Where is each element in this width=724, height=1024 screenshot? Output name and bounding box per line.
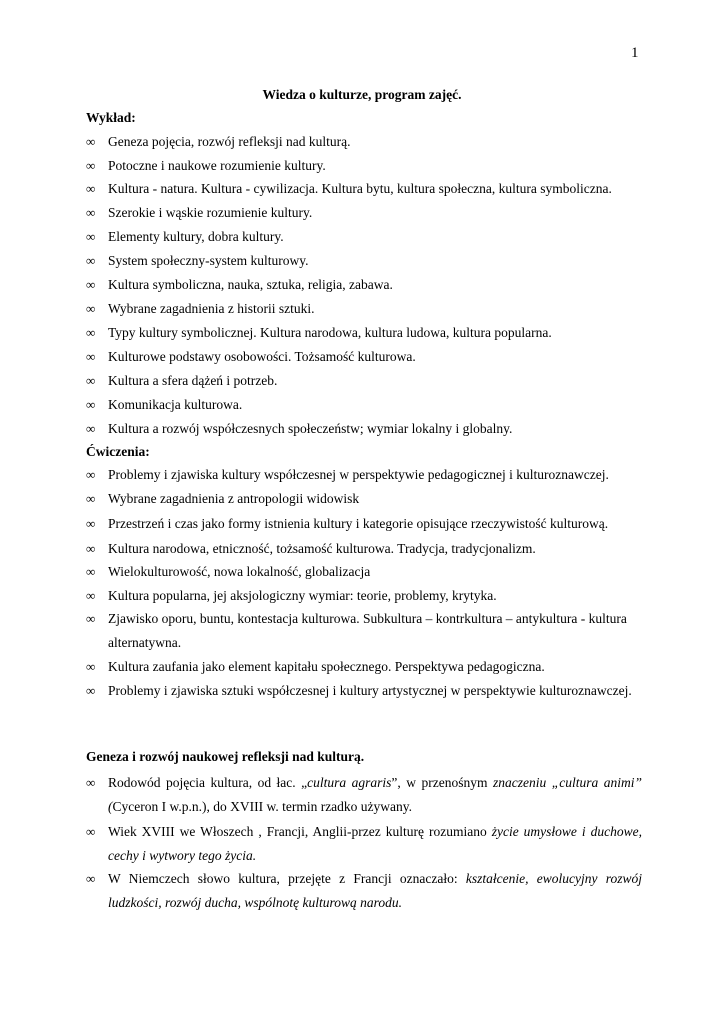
- list-item: ∞ Potoczne i naukowe rozumienie kultury.: [86, 154, 642, 178]
- paragraph-origin: ∞ Rodowód pojęcia kultura, od łac. „cultura agraris”, w przenośnym znaczeniu „cultura animi” (Cyceron I w.p.n.), do XVIII w. termin rzadko używany.: [86, 771, 642, 818]
- list-item: ∞ Przestrzeń i czas jako formy istnienia kultury i kategorie opisujące rzeczywistość kulturową.: [86, 512, 642, 536]
- infinity-bullet-icon: ∞: [86, 373, 96, 388]
- list-item: ∞ Kultura zaufania jako element kapitału społecznego. Perspektywa pedagogiczna.: [86, 655, 642, 679]
- list-item: ∞ Zjawisko oporu, buntu, kontestacja kulturowa. Subkultura – kontrkultura – antykultura - kultura alternatywna.: [86, 607, 642, 654]
- paragraph-18th-century: ∞ Wiek XVIII we Włoszech , Francji, Anglii-przez kulturę rozumiano życie umysłowe i duchowe, cechy i wytwory tego życia.: [86, 820, 642, 867]
- infinity-bullet-icon: ∞: [86, 659, 96, 674]
- list-item: ∞ Szerokie i wąskie rozumienie kultury.: [86, 201, 642, 225]
- infinity-bullet-icon: ∞: [86, 421, 96, 436]
- infinity-bullet-icon: ∞: [86, 516, 96, 531]
- infinity-bullet-icon: ∞: [86, 301, 96, 316]
- infinity-bullet-icon: ∞: [86, 349, 96, 364]
- list-item: ∞ Kultura a rozwój współczesnych społeczeństw; wymiar lokalny i globalny.: [86, 417, 642, 441]
- infinity-bullet-icon: ∞: [86, 611, 96, 626]
- document-title: Wiedza o kulturze, program zajęć.: [262, 87, 462, 102]
- infinity-bullet-icon: ∞: [86, 467, 96, 482]
- infinity-bullet-icon: ∞: [86, 683, 96, 698]
- list-item: ∞ Problemy i zjawiska sztuki współczesnej i kultury artystycznej w perspektywie kulturoznawczej.: [86, 679, 642, 703]
- list-item: ∞ System społeczny-system kulturowy.: [86, 249, 642, 273]
- list-item: ∞ Geneza pojęcia, rozwój refleksji nad kulturą.: [86, 130, 642, 154]
- infinity-bullet-icon: ∞: [86, 871, 96, 886]
- exercises-heading: Ćwiczenia:: [86, 444, 150, 459]
- infinity-bullet-icon: ∞: [86, 229, 96, 244]
- lecture-heading: Wykład:: [86, 110, 136, 125]
- page-number: 1: [631, 45, 639, 61]
- infinity-bullet-icon: ∞: [86, 397, 96, 412]
- list-item: ∞ Kulturowe podstawy osobowości. Tożsamość kulturowa.: [86, 345, 642, 369]
- list-item: ∞ Kultura narodowa, etniczność, tożsamość kulturowa. Tradycja, tradycjonalizm.: [86, 537, 642, 561]
- paragraph-germany: ∞ W Niemczech słowo kultura, przejęte z Francji oznaczało: kształcenie, ewolucyjny rozwój ludzkości, rozwój ducha, wspólnotę kulturową narodu.: [86, 867, 642, 914]
- list-item: ∞ Kultura - natura. Kultura - cywilizacja. Kultura bytu, kultura społeczna, kultura symboliczna.: [86, 177, 642, 201]
- infinity-bullet-icon: ∞: [86, 588, 96, 603]
- infinity-bullet-icon: ∞: [86, 541, 96, 556]
- infinity-bullet-icon: ∞: [86, 491, 96, 506]
- list-item: ∞ Elementy kultury, dobra kultury.: [86, 225, 642, 249]
- infinity-bullet-icon: ∞: [86, 134, 96, 149]
- infinity-bullet-icon: ∞: [86, 775, 96, 790]
- infinity-bullet-icon: ∞: [86, 325, 96, 340]
- infinity-bullet-icon: ∞: [86, 824, 96, 839]
- genesis-heading: Geneza i rozwój naukowej refleksji nad kulturą.: [86, 749, 365, 764]
- list-item: ∞ Wybrane zagadnienia z historii sztuki.: [86, 297, 642, 321]
- list-item: ∞ Komunikacja kulturowa.: [86, 393, 642, 417]
- infinity-bullet-icon: ∞: [86, 277, 96, 292]
- infinity-bullet-icon: ∞: [86, 181, 96, 196]
- list-item: ∞ Kultura popularna, jej aksjologiczny wymiar: teorie, problemy, krytyka.: [86, 584, 642, 608]
- list-item: ∞ Wielokulturowość, nowa lokalność, globalizacja: [86, 560, 642, 584]
- list-item: ∞ Typy kultury symbolicznej. Kultura narodowa, kultura ludowa, kultura popularna.: [86, 321, 642, 345]
- list-item: ∞ Problemy i zjawiska kultury współczesnej w perspektywie pedagogicznej i kulturoznawczej.: [86, 463, 642, 487]
- infinity-bullet-icon: ∞: [86, 564, 96, 579]
- list-item: ∞ Wybrane zagadnienia z antropologii widowisk: [86, 487, 642, 511]
- infinity-bullet-icon: ∞: [86, 158, 96, 173]
- infinity-bullet-icon: ∞: [86, 253, 96, 268]
- list-item: ∞ Kultura a sfera dążeń i potrzeb.: [86, 369, 642, 393]
- infinity-bullet-icon: ∞: [86, 205, 96, 220]
- list-item: ∞ Kultura symboliczna, nauka, sztuka, religia, zabawa.: [86, 273, 642, 297]
